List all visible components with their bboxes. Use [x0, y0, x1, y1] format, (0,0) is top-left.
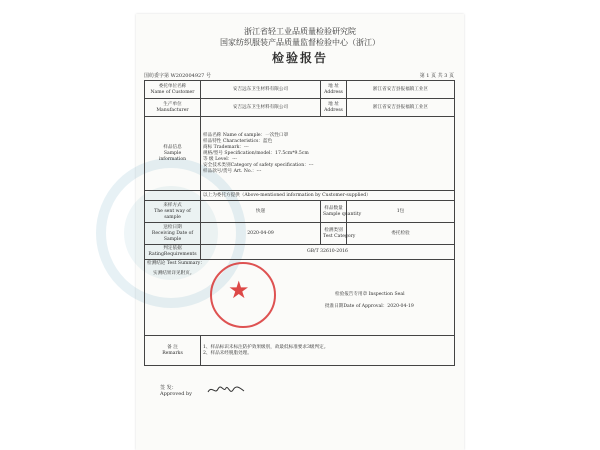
sample-info-value: 样品名称 Name of sample：一次性口罩 样品特性 Characteristics：蓝色 商标 Trademark：--- 规格/型号 Specification/model：17.5cm*9.5cm 等 级 Level：--- 安全技术类别Category of safety specification：--- 样品款号/货号 Art. No.：--- [201, 117, 455, 191]
center-name: 国家纺织服装产品质量监督检验中心（浙江） [220, 38, 380, 47]
page-indicator: 第 1 页 共 3 页 [419, 73, 454, 79]
supplied-note: 以上为委托方提供（Above-mentioned information by Customer-supplied） [201, 191, 455, 201]
manufacturer-label: 生产单位 Manufacturer [145, 99, 201, 117]
sample-quantity-value: 1包 [347, 201, 455, 223]
seal-star-icon: ★ [228, 276, 250, 304]
test-summary-text: 实测结果详见附页。 [153, 271, 195, 276]
rating-requirements-value: GB/T 32610-2016 [201, 245, 455, 260]
sample-info-label: 样品信息 Sample information [145, 117, 201, 191]
report-form-table [144, 80, 455, 366]
report-title: 检验报告 [271, 51, 328, 65]
manufacturer-address-value: 浙江省安吉县报福镇工业区 [347, 99, 455, 117]
rating-requirements-label: 判定依据 RatingRequirements [145, 245, 201, 260]
client-address-value: 浙江省安吉县报福镇工业区 [347, 81, 455, 99]
approved-by-label: 签 发： [160, 385, 177, 391]
test-summary-cell [145, 260, 455, 336]
client-value: 安吉远东卫生材料有限公司 [201, 81, 321, 99]
receiving-date-label: 送检日期 Receiving Date of Sample [145, 223, 201, 245]
receiving-date-value: 2020-04-09 [201, 223, 321, 245]
approval-date: 批准日期Date of Approval：2020-04-19 [325, 304, 414, 309]
sample-quantity-label: 样品数量 Sample quantity [321, 201, 347, 223]
client-label: 委托单位名称 Name of Customer [145, 81, 201, 99]
report-number: 国纺委字第 W202004927 号 [144, 73, 211, 79]
supplied-note-spacer [145, 191, 201, 201]
institute-name: 浙江省轻工业品质量检验研究院 [244, 27, 356, 36]
send-way-value: 快递 [201, 201, 321, 223]
inspection-seal-label: 检验报告专用章 Inspection Seal [335, 292, 405, 297]
test-category-label: 检测类别 Test Category [321, 223, 347, 245]
remarks-value: 1、样品标识未标注防护效果级别，故最低标准要求3级判定。 2、样品未经脱脂处理。 [201, 336, 455, 366]
send-way-label: 来样方式 The sent way of sample [145, 201, 201, 223]
test-summary-title: 检测结论 Test Summary： [147, 261, 205, 266]
signature-image [206, 383, 246, 397]
manufacturer-value: 安吉远东卫生材料有限公司 [201, 99, 321, 117]
approved-by-label-en: Approved by [160, 391, 193, 397]
manufacturer-address-label: 地 址 Address [321, 99, 347, 117]
approved-by [160, 384, 192, 397]
test-category-value: 委托检验 [347, 223, 455, 245]
remarks-label: 备 注 Remarks [145, 336, 201, 366]
client-address-label: 地 址 Address [321, 81, 347, 99]
